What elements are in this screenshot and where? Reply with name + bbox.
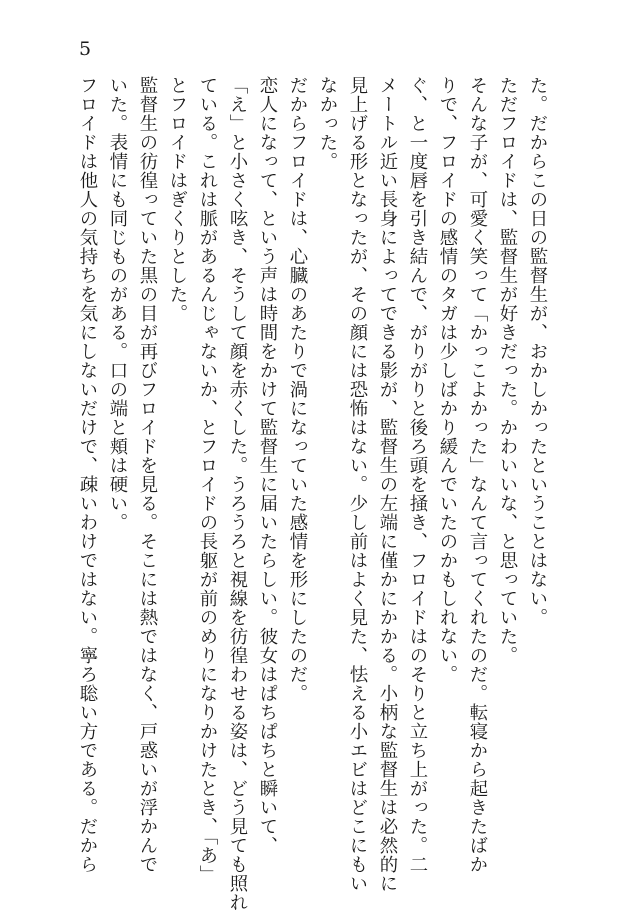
- text-line: 見上げる形となったが、その顔には恐怖はない。少し前はよく見た、怯える小エビはどこにもい: [347, 76, 368, 893]
- body-text: [77, 76, 552, 912]
- text-line: フロイドは他人の気持ちを気にしないだけで、疎いわけではない。寧ろ聡い方である。だから: [77, 76, 98, 874]
- page-number: 5: [79, 38, 92, 60]
- text-line: ている。これは脈があるんじゃないか、とフロイドの長躯が前のめりになりかけたとき、「あ」: [197, 76, 218, 884]
- text-line: ただフロイドは、監督生が好きだった。かわいいな、と思っていた。: [497, 76, 518, 665]
- text-line: 監督生の彷徨っていた黒の目が再びフロイドを見る。そこには熱ではなく、戸惑いが浮かんで: [137, 76, 158, 874]
- text-line: だからフロイドは、心臓のあたりで渦になっていた感情を形にしたのだ。: [287, 76, 308, 703]
- text-line: そんな子が、可愛く笑って「かっこよかった」なんて言ってくれたのだ。転寝から起きたばか: [467, 76, 488, 874]
- text-line: いた。表情にも同じものがある。口の端と頬は硬い。: [107, 76, 128, 532]
- text-line: 「え」と小さく呟き、そうして顔を赤くした。うろうろと視線を彷徨わせる姿は、どう見ても照れ: [227, 76, 248, 912]
- text-line: 恋人になって、という声は時間をかけて監督生に届いたらしい。彼女はぱちぱちと瞬いて、: [257, 76, 278, 855]
- text-line: メートル近い長身によってできる影が、監督生の左端に僅かにかかる。小柄な監督生は必然的に: [377, 76, 398, 893]
- text-line: なかった。: [317, 76, 338, 171]
- text-line: とフロイドはぎくりとした。: [167, 76, 188, 323]
- text-line: りで、フロイドの感情のタガは少しばかり緩んでいたのかもしれない。: [437, 76, 458, 684]
- text-line: た。だからこの日の監督生が、おかしかったということはない。: [527, 76, 548, 627]
- text-line: ぐ、と一度唇を引き結んで、がりがりと後ろ頭を掻き、フロイドはのそりと立ち上がった。二: [407, 76, 428, 874]
